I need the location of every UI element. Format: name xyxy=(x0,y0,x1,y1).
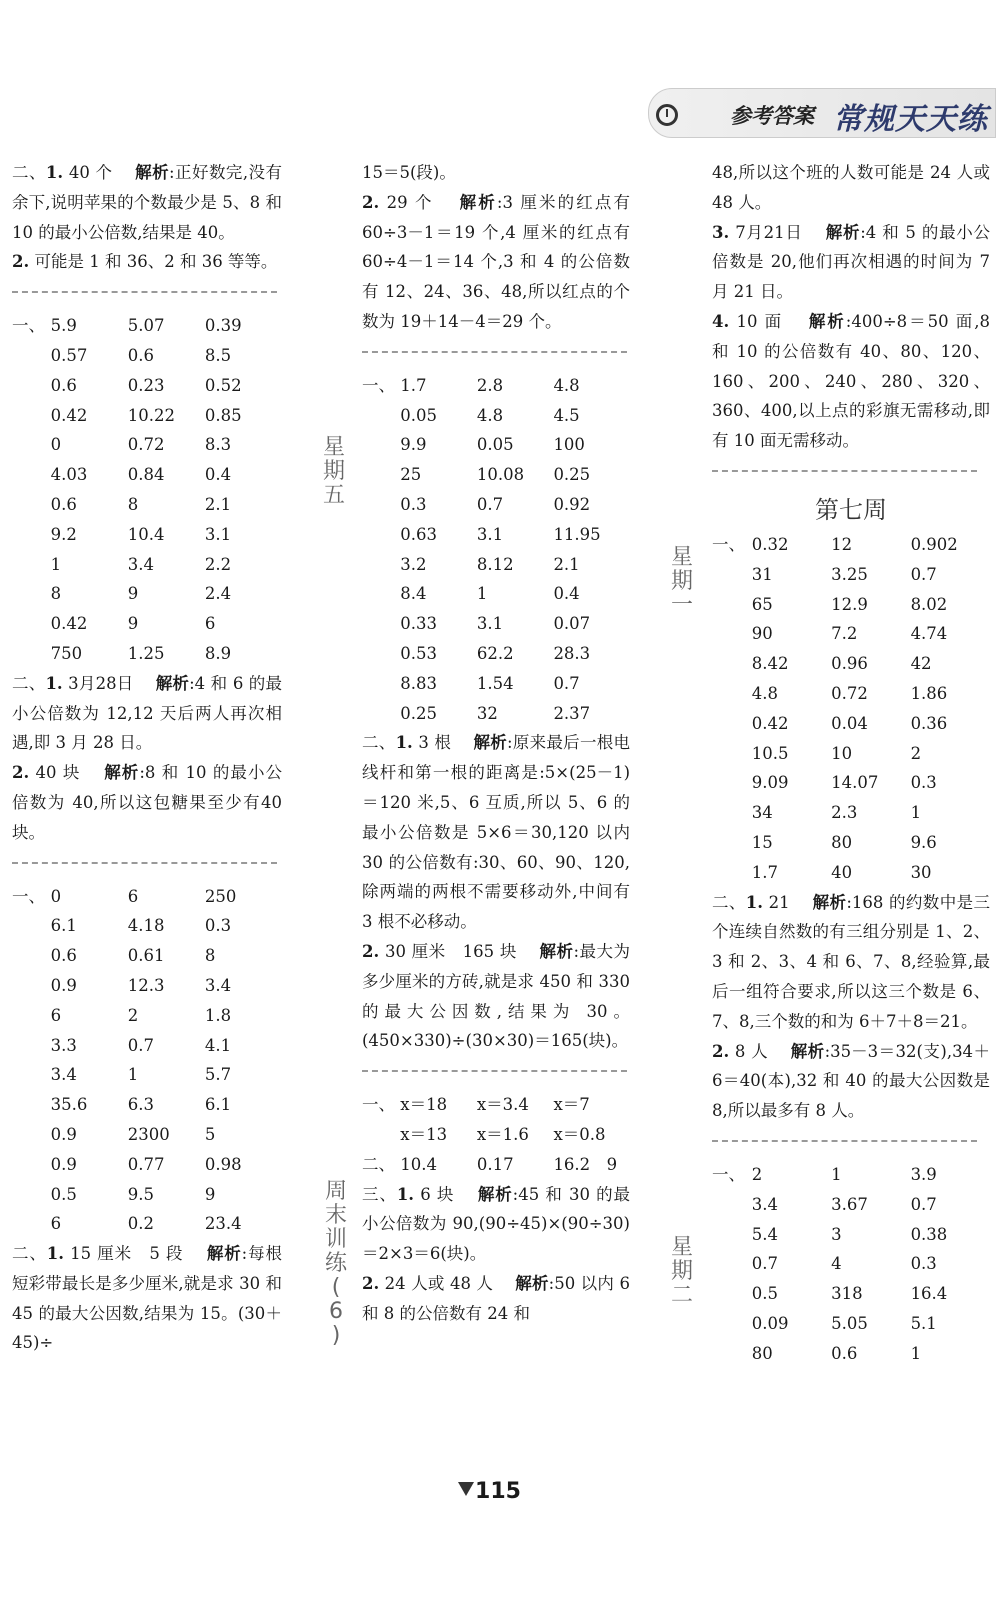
answer-cell: 16.4 xyxy=(910,1284,948,1304)
answer-cell: 0.42 xyxy=(751,713,789,733)
answer-row xyxy=(712,768,990,798)
answer-cell: 2 xyxy=(751,1164,763,1184)
answer-cell: 2.2 xyxy=(204,554,232,574)
answer-cell: 3.1 xyxy=(476,614,504,634)
divider xyxy=(362,1070,627,1072)
answer-cell: 0.4 xyxy=(553,584,580,604)
answer-cell: 8.3 xyxy=(204,435,232,455)
answer-cell: 0.5 xyxy=(50,1184,77,1204)
answer-cell: 3.67 xyxy=(831,1194,868,1214)
answer-cell: 2300 xyxy=(127,1124,170,1144)
answer-cell: 0.05 xyxy=(400,405,438,425)
answer-cell: 1.7 xyxy=(400,375,427,395)
col2-section-2 xyxy=(362,728,630,1056)
answer-cell: 5.4 xyxy=(751,1224,778,1244)
answer-cell: 0.9 xyxy=(50,1154,77,1174)
answer-paragraph: 2. 29 个 解析:3 厘米的红点有 60÷3－1＝19 个,4 厘米的红点有 60÷4－1＝14 个,3 和 4 的公倍数有 12、24、36、48,所以红点的个数为 19＋14－4＝29 个。 xyxy=(362,192,631,331)
answer-cell: 0.4 xyxy=(204,465,232,485)
answer-cell: 3.1 xyxy=(204,524,232,544)
answer-cell: 0.9 xyxy=(50,975,77,995)
answer-cell: 9 xyxy=(127,584,139,604)
answer-cell: 10.4 xyxy=(400,1154,438,1174)
answer-cell: 0.72 xyxy=(127,435,165,455)
col2-section-1 xyxy=(362,158,630,337)
answer-row xyxy=(12,550,282,580)
answer-cell: 0.2 xyxy=(127,1214,154,1234)
answer-cell: 0 xyxy=(50,435,62,455)
answer-cell: 8.9 xyxy=(204,643,232,663)
answer-cell: 1.8 xyxy=(204,1005,232,1025)
answer-cell: 4.8 xyxy=(553,375,580,395)
answer-cell: x＝18 xyxy=(400,1095,448,1115)
answer-row xyxy=(362,1150,630,1180)
answer-cell: 4 xyxy=(831,1254,842,1274)
answer-cell: 4.8 xyxy=(476,405,504,425)
answer-cell: 9 xyxy=(127,614,139,634)
answer-cell: 0.33 xyxy=(400,614,438,634)
answer-row xyxy=(12,1031,282,1061)
col1-grid-2 xyxy=(12,882,282,1240)
answer-cell: 9.5 xyxy=(127,1184,154,1204)
answer-row xyxy=(712,649,990,679)
answer-row xyxy=(362,639,630,669)
answer-cell: 1 xyxy=(127,1065,139,1085)
answer-cell: 3.4 xyxy=(127,554,154,574)
answer-cell: 6.1 xyxy=(204,1095,232,1115)
answer-cell: 8 xyxy=(204,946,216,966)
answer-row xyxy=(712,1279,990,1309)
answer-cell: 3 xyxy=(831,1224,842,1244)
answer-cell: 6.1 xyxy=(50,916,77,936)
answer-cell: 1.86 xyxy=(910,683,948,703)
answer-cell: 0.7 xyxy=(127,1035,154,1055)
answer-row xyxy=(12,1001,282,1031)
label-friday: 星 期 五 xyxy=(322,435,345,508)
answer-cell: 9.2 xyxy=(50,524,77,544)
answer-row xyxy=(12,490,282,520)
answer-cell: 42 xyxy=(910,654,932,674)
answer-row xyxy=(712,828,990,858)
answer-cell: 2.3 xyxy=(831,803,858,823)
answer-cell: 6 xyxy=(50,1214,62,1234)
answer-row xyxy=(12,341,282,371)
answer-cell: 8 xyxy=(50,584,62,604)
col1-section-1 xyxy=(12,158,282,277)
answer-cell: 1.54 xyxy=(476,673,514,693)
answer-cell: 8.5 xyxy=(204,345,232,365)
answer-cell: 0.3 xyxy=(910,1254,937,1274)
answer-cell: 11.95 xyxy=(553,524,601,544)
answer-cell: 12 xyxy=(831,534,853,554)
answer-cell: 0.57 xyxy=(50,345,88,365)
answer-cell: 0.61 xyxy=(127,946,165,966)
col1-grid-1 xyxy=(12,311,282,669)
answer-row xyxy=(712,858,990,888)
divider xyxy=(712,1140,977,1142)
answer-cell: 4.5 xyxy=(553,405,580,425)
answer-row: 一、 1.7 2.8 4.8 xyxy=(362,371,630,401)
answer-cell: 0.7 xyxy=(751,1254,778,1274)
answer-cell: 4.03 xyxy=(50,465,88,485)
answer-row xyxy=(712,1190,990,1220)
answer-cell: 0.32 xyxy=(751,534,789,554)
answer-cell: 0.7 xyxy=(910,564,937,584)
label-tuesday: 星 期 二 xyxy=(670,1235,693,1308)
answer-row xyxy=(712,1309,990,1339)
answer-row xyxy=(362,1090,630,1120)
label-weekend: 周 末 训 练 ( 6 ) xyxy=(324,1179,347,1348)
answer-row xyxy=(712,1220,990,1250)
answer-cell: 34 xyxy=(751,803,773,823)
answer-cell: 1 xyxy=(831,1164,842,1184)
answer-cell: 0.7 xyxy=(910,1194,937,1214)
answer-cell: 23.4 xyxy=(204,1214,242,1234)
answer-paragraph: 二、1. 15 厘米 5 段 解析:每根短彩带最长是多少厘米,就是求 30 和 45 的最大公因数,结果为 15。(30＋45)÷ xyxy=(12,1244,282,1353)
answer-paragraph: 2. 24 人或 48 人 解析:50 以内 6 和 8 的公倍数有 24 和 xyxy=(362,1273,630,1323)
answer-cell: 9.6 xyxy=(910,832,937,852)
answer-cell: 14.07 xyxy=(831,773,879,793)
answer-row xyxy=(712,739,990,769)
answer-row xyxy=(362,520,630,550)
answer-cell: 1 xyxy=(476,584,488,604)
answer-cell: 15 xyxy=(751,832,773,852)
answer-cell: 0.23 xyxy=(127,375,165,395)
answer-row xyxy=(12,1150,282,1180)
answer-cell: 10 xyxy=(831,743,853,763)
answer-cell: 0.3 xyxy=(910,773,937,793)
answer-cell: 5.1 xyxy=(910,1313,937,1333)
week-heading: 第七周 xyxy=(815,495,887,524)
col2-section-3 xyxy=(362,1180,630,1329)
answer-paragraph: 3. 7月21日 解析:4 和 5 的最小公倍数是 20,他们再次相遇的时间为 7 月 21 日。 xyxy=(712,222,991,302)
answer-cell: 12.3 xyxy=(127,975,165,995)
answer-cell: 10.08 xyxy=(476,465,525,485)
answer-cell: 0.98 xyxy=(204,1154,242,1174)
answer-row xyxy=(12,971,282,1001)
answer-row xyxy=(12,911,282,941)
answer-cell: 0.6 xyxy=(831,1343,858,1363)
answer-cell: 0.5 xyxy=(751,1284,778,1304)
answer-cell: 4.8 xyxy=(751,683,778,703)
column-2 xyxy=(362,158,630,1328)
answer-cell: 0.09 xyxy=(751,1313,789,1333)
answer-cell: 一、 xyxy=(362,1095,395,1115)
answer-cell: 9 xyxy=(204,1184,216,1204)
answer-cell: 0.05 xyxy=(476,435,514,455)
answer-cell: 8.83 xyxy=(400,673,438,693)
answer-row xyxy=(362,401,630,431)
answer-row xyxy=(712,590,990,620)
answer-cell: 0.7 xyxy=(553,673,580,693)
answer-cell: x＝0.8 xyxy=(553,1124,606,1144)
answer-cell: 31 xyxy=(751,564,773,584)
answer-row xyxy=(12,609,282,639)
answer-row: 一、 5.9 5.07 0.39 xyxy=(12,311,282,341)
answer-row: 一、 2 1 3.9 xyxy=(712,1160,990,1190)
answer-cell: 0.3 xyxy=(400,494,427,514)
answer-cell: 0.04 xyxy=(831,713,868,733)
col1-section-3 xyxy=(12,1239,282,1358)
answer-cell: 3.3 xyxy=(50,1035,77,1055)
answer-cell: x＝1.6 xyxy=(476,1124,529,1144)
answer-cell: 0.84 xyxy=(127,465,165,485)
answer-cell: 6 xyxy=(204,614,216,634)
answer-cell: 5.07 xyxy=(127,316,165,336)
answer-row xyxy=(12,1090,282,1120)
answer-cell: 0.38 xyxy=(910,1224,948,1244)
answer-cell: 35.6 xyxy=(50,1095,88,1115)
answer-cell: 16.2 9 xyxy=(553,1154,618,1174)
answer-row xyxy=(362,669,630,699)
answer-row xyxy=(362,430,630,460)
answer-cell: 30 xyxy=(910,862,932,882)
header-banner xyxy=(646,84,996,142)
answer-cell: 3.2 xyxy=(400,554,427,574)
answer-row xyxy=(712,619,990,649)
answer-cell: 5.05 xyxy=(831,1313,868,1333)
answer-cell: 0.9 xyxy=(50,1124,77,1144)
answer-cell: 1.7 xyxy=(751,862,778,882)
answer-row xyxy=(12,1060,282,1090)
answer-cell: 0.6 xyxy=(50,946,77,966)
answer-cell: 3.4 xyxy=(50,1065,77,1085)
answer-cell: 2.4 xyxy=(204,584,232,604)
answer-cell: 12.9 xyxy=(831,594,868,614)
divider xyxy=(12,291,277,293)
answer-cell: 1 xyxy=(50,554,62,574)
answer-cell: 5.7 xyxy=(204,1065,232,1085)
answer-cell: 32 xyxy=(476,703,498,723)
answer-paragraph: 2. 8 人 解析:35－3＝32(支),34＋6＝40(本),32 和 40 的最大公因数是 8,所以最多有 8 人。 xyxy=(712,1041,991,1121)
answer-cell: 40 xyxy=(831,862,853,882)
answer-cell: 2.37 xyxy=(553,703,591,723)
answer-row xyxy=(12,1209,282,1239)
answer-row xyxy=(712,560,990,590)
answer-row xyxy=(12,401,282,431)
answer-cell: 8.12 xyxy=(476,554,514,574)
answer-cell: 6 xyxy=(127,886,139,906)
answer-cell: 2 xyxy=(127,1005,139,1025)
col2-grid-2 xyxy=(362,1090,630,1179)
answer-cell: 6 xyxy=(50,1005,62,1025)
label-monday: 星 期 一 xyxy=(670,545,693,618)
answer-row xyxy=(712,709,990,739)
answer-cell: 0.53 xyxy=(400,643,438,663)
answer-cell: 0 xyxy=(50,886,62,906)
answer-paragraph: 2. 30 厘米 165 块 解析:最大为多少厘米的方砖,就是求 450 和 330 的最大公因数,结果为 30。(450×330)÷(30×30)＝165(块)。 xyxy=(362,941,631,1051)
answer-paragraph: 15＝5(段)。 xyxy=(362,163,456,182)
col2-grid-1 xyxy=(362,371,630,729)
answer-cell: 0.42 xyxy=(50,614,88,634)
divider xyxy=(12,862,277,864)
answer-row xyxy=(712,1339,990,1369)
answer-paragraph: 三、1. 6 块 解析:45 和 30 的最小公倍数为 90,(90÷45)×(90÷30)＝2×3＝6(块)。 xyxy=(362,1184,631,1264)
answer-row xyxy=(362,609,630,639)
answer-cell: 750 xyxy=(50,643,83,663)
answer-cell: 28.3 xyxy=(553,643,591,663)
answer-row xyxy=(712,798,990,828)
answer-row xyxy=(12,430,282,460)
answer-cell: 3.4 xyxy=(204,975,232,995)
answer-cell: 0.42 xyxy=(50,405,88,425)
header-title: 常规天天练 xyxy=(833,102,988,137)
answer-cell: 10.5 xyxy=(751,743,789,763)
answer-row xyxy=(712,679,990,709)
answer-row xyxy=(12,639,282,669)
answer-paragraph: 4. 10 面 解析:400÷8＝50 面,8 和 10 的公倍数有 40、80、120、160、200、240、280、320、360、400,以上点的彩旗无需移动,即有 10 面无需移动。 xyxy=(712,311,991,451)
answer-cell: 0.63 xyxy=(400,524,438,544)
answer-cell: 1 xyxy=(910,1343,922,1363)
answer-cell: 100 xyxy=(553,435,585,455)
answer-cell: 3.9 xyxy=(910,1164,937,1184)
answer-cell: 5.9 xyxy=(50,316,77,336)
answer-cell: 8.4 xyxy=(400,584,427,604)
answer-paragraph: 二、1. 3月28日 解析:4 和 6 的最小公倍数为 12,12 天后两人再次相遇,即 3 月 28 日。 xyxy=(12,673,283,753)
col3-grid-1 xyxy=(712,530,990,888)
clock-icon xyxy=(656,104,678,126)
answer-cell: 8.02 xyxy=(910,594,948,614)
answer-cell: 4.74 xyxy=(910,624,948,644)
answer-cell: 0.7 xyxy=(476,494,504,514)
answer-cell: 0.6 xyxy=(127,345,154,365)
answer-paragraph: 2. 40 块 解析:8 和 10 的最小公倍数为 40,所以这包糖果至少有40块。 xyxy=(12,763,282,842)
answer-cell: 0.07 xyxy=(553,614,591,634)
answer-row xyxy=(362,460,630,490)
answer-cell: 2.1 xyxy=(553,554,580,574)
answer-row xyxy=(362,550,630,580)
answer-cell: 25 xyxy=(400,465,422,485)
col3-section-2 xyxy=(712,888,990,1126)
col1-section-2 xyxy=(12,669,282,848)
answer-cell: 2.1 xyxy=(204,494,232,514)
answer-cell: 1 xyxy=(910,803,922,823)
answer-cell: 0.17 xyxy=(476,1154,514,1174)
answer-cell: 4.1 xyxy=(204,1035,232,1055)
answer-cell: 0.25 xyxy=(553,465,591,485)
answer-cell: 二、 xyxy=(362,1154,395,1174)
answer-row xyxy=(362,579,630,609)
answer-paragraph: 二、1. 40 个 解析:正好数完,没有余下,说明苹果的个数最少是 5、8 和 10 的最小公倍数,结果是 40。 xyxy=(12,163,283,242)
answer-cell: x＝3.4 xyxy=(476,1095,529,1115)
answer-cell: 0.36 xyxy=(910,713,948,733)
answer-cell: 0.3 xyxy=(204,916,232,936)
answer-cell: 2 xyxy=(910,743,922,763)
answer-cell: 0.96 xyxy=(831,654,868,674)
answer-cell: 5 xyxy=(204,1124,216,1144)
answer-cell: 80 xyxy=(831,832,853,852)
answer-row xyxy=(362,490,630,520)
answer-cell: x＝13 xyxy=(400,1124,448,1144)
answer-cell: 0.85 xyxy=(204,405,242,425)
answer-cell: 65 xyxy=(751,594,773,614)
answer-row xyxy=(12,1120,282,1150)
answer-cell: 0.6 xyxy=(50,375,77,395)
answer-cell: 3.4 xyxy=(751,1194,778,1214)
answer-paragraph: 二、1. 21 解析:168 的约数中是三个连续自然数的有三组分别是 1、2、3 和 2、3、4 和 6、7、8,经验算,最后一组符合要求,所以这三个数是 6、7、8,三个数的和为 6＋7＋8＝21。 xyxy=(712,892,990,1031)
column-1 xyxy=(12,158,282,1358)
answer-cell: 0.902 xyxy=(910,534,958,554)
column-3 xyxy=(712,158,990,1368)
divider xyxy=(712,470,977,472)
answer-row xyxy=(712,1249,990,1279)
answer-cell: 0.92 xyxy=(553,494,591,514)
answer-row xyxy=(362,699,630,729)
answer-cell: 0.6 xyxy=(50,494,77,514)
answer-cell: 8 xyxy=(127,494,139,514)
answer-cell: 3.25 xyxy=(831,564,868,584)
header-subtitle: 参考答案 xyxy=(730,104,814,128)
answer-cell: 3.1 xyxy=(476,524,504,544)
answer-cell: 6.3 xyxy=(127,1095,154,1115)
answer-row xyxy=(12,371,282,401)
page-number: 115 xyxy=(458,1472,538,1512)
answer-row xyxy=(12,520,282,550)
answer-cell: 250 xyxy=(204,886,237,906)
answer-cell: 90 xyxy=(751,624,773,644)
answer-cell: 0.39 xyxy=(204,316,242,336)
answer-cell: 0.72 xyxy=(831,683,868,703)
col3-grid-2 xyxy=(712,1160,990,1369)
answer-cell: 9.09 xyxy=(751,773,789,793)
answer-row: 一、 0 6 250 xyxy=(12,882,282,912)
answer-cell: 318 xyxy=(831,1284,863,1304)
answer-row xyxy=(362,1120,630,1150)
answer-paragraph: 48,所以这个班的人数可能是 24 人或 48 人。 xyxy=(712,163,990,212)
answer-paragraph: 2. 可能是 1 和 36、2 和 36 等等。 xyxy=(12,252,278,272)
answer-cell: 4.18 xyxy=(127,916,165,936)
answer-cell: x＝7 xyxy=(553,1095,590,1115)
answer-row xyxy=(12,941,282,971)
answer-cell xyxy=(362,1120,400,1150)
answer-cell: 10.4 xyxy=(127,524,165,544)
answer-cell: 7.2 xyxy=(831,624,858,644)
answer-cell: 9.9 xyxy=(400,435,427,455)
answer-cell: 8.42 xyxy=(751,654,789,674)
answer-cell: 10.22 xyxy=(127,405,175,425)
answer-cell: 62.2 xyxy=(476,643,514,663)
answer-cell: 80 xyxy=(751,1343,773,1363)
answer-cell: 0.77 xyxy=(127,1154,165,1174)
answer-row: 一、 0.32 12 0.902 xyxy=(712,530,990,560)
col3-section-1 xyxy=(712,158,990,456)
divider xyxy=(362,351,627,353)
answer-paragraph: 二、1. 3 根 解析:原来最后一根电线杆和第一根的距离是:5×(25－1)＝120 米,5、6 互质,所以 5、6 的最小公倍数是 5×6＝30,120 以内 30 的公倍数有:30、60、90、120,除两端的两根不需要移动外,中间有 3 根不必移动。 xyxy=(362,733,631,932)
answer-cell: 0.52 xyxy=(204,375,242,395)
answer-row xyxy=(12,579,282,609)
answer-cell: 1.25 xyxy=(127,643,165,663)
answer-cell: 2.8 xyxy=(476,375,504,395)
answer-row xyxy=(12,1180,282,1210)
answer-cell: 0.25 xyxy=(400,703,438,723)
answer-row xyxy=(12,460,282,490)
